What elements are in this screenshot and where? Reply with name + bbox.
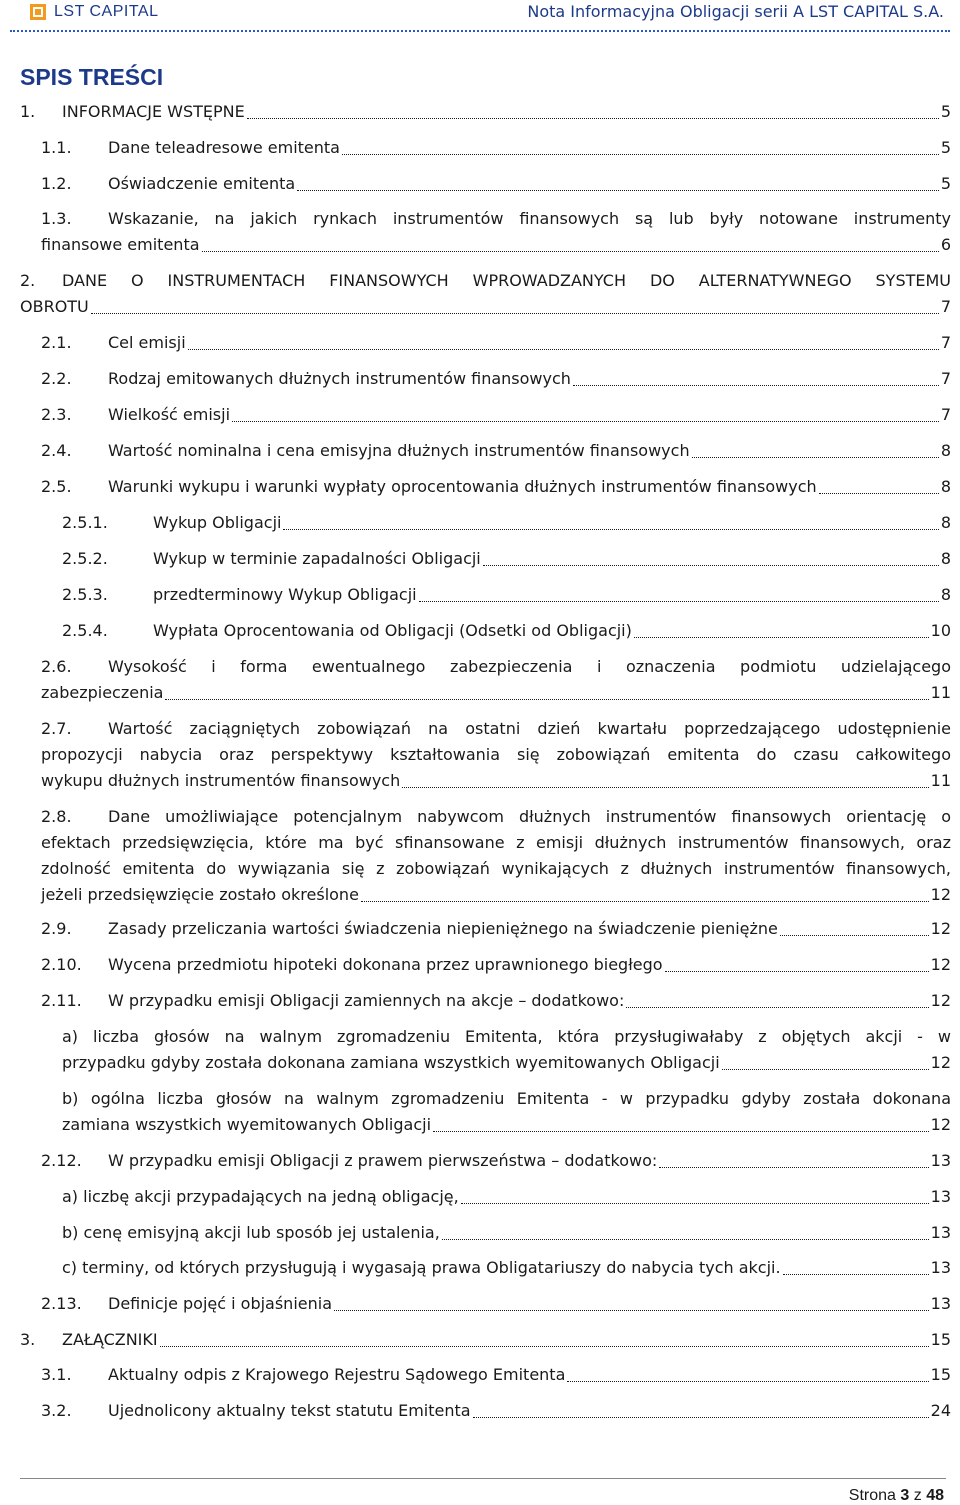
- toc-entry-number: 2.5.4.: [62, 621, 108, 640]
- dot-leader: [247, 118, 939, 119]
- dot-leader: [334, 1310, 929, 1311]
- dot-leader: [780, 935, 929, 936]
- toc-entry-number: 2.: [20, 271, 36, 290]
- dot-leader: [665, 971, 929, 972]
- toc-entry-number: 2.8.: [41, 807, 72, 826]
- dot-leader: [659, 1167, 928, 1168]
- toc-entry-number: 2.11.: [41, 991, 82, 1010]
- toc-entry-title: Wycena przedmiotu hipoteki dokonana przez uprawnionego biegłego: [108, 955, 663, 974]
- toc-entry-page: 12: [930, 1115, 951, 1134]
- toc-entry-number: 2.7.: [41, 719, 72, 738]
- dot-leader: [626, 1007, 928, 1008]
- logo-mark-icon: [30, 4, 46, 20]
- toc-entry-title: jeżeli przedsięwzięcie zostało określone: [41, 885, 359, 904]
- toc-entry-page: 13: [930, 1151, 951, 1170]
- dot-leader: [783, 1274, 929, 1275]
- toc-entry-title: Aktualny odpis z Krajowego Rejestru Sądowego Emitenta: [108, 1365, 566, 1384]
- toc-entry-number: 2.9.: [41, 919, 72, 938]
- toc-entry-text-line: Wartość zaciągniętych zobowiązań na ostatni dzień kwartału poprzedzającego udostępnienie: [108, 719, 951, 738]
- toc-entry-page: 13: [930, 1187, 951, 1206]
- toc-entry-title: przedterminowy Wykup Obligacji: [153, 585, 417, 604]
- toc-entry-number: 2.10.: [41, 955, 82, 974]
- toc-entry-title: Wartość nominalna i cena emisyjna dłużnych instrumentów finansowych: [108, 441, 690, 460]
- dot-leader: [573, 385, 939, 386]
- toc-entry-text-line: zdolność emitenta do wywiązania się z zobowiązań wynikających z dłużnych instrumentów finansowych,: [41, 859, 951, 878]
- toc-entry-title: OBROTU: [20, 297, 89, 316]
- toc-entry-number: 2.3.: [41, 405, 72, 424]
- document-title: Nota Informacyjna Obligacji serii A LST CAPITAL S.A.: [527, 2, 944, 21]
- dot-leader: [232, 421, 939, 422]
- toc-entry-title: wykupu dłużnych instrumentów finansowych: [41, 771, 401, 790]
- toc-entry-page: 8: [940, 585, 951, 604]
- toc-entry-page: 8: [940, 441, 951, 460]
- toc-entry-text-line: b) ogólna liczba głosów na walnym zgromadzeniu Emitenta - w przypadku gdyby została dokonana: [62, 1089, 951, 1108]
- toc-entry-number: 2.5.3.: [62, 585, 108, 604]
- dot-leader: [361, 901, 929, 902]
- toc-entry-page: 15: [930, 1365, 951, 1384]
- toc-entry-number: 2.2.: [41, 369, 72, 388]
- toc-entry-title: przypadku gdyby została dokonana zamiana wszystkich wyemitowanych Obligacji: [62, 1053, 720, 1072]
- toc-entry-title: Definicje pojęć i objaśnienia: [108, 1294, 332, 1313]
- logo-text: LST CAPITAL: [54, 3, 159, 20]
- toc-entry-title: Oświadczenie emitenta: [108, 174, 296, 193]
- dot-leader: [91, 313, 939, 314]
- dot-leader: [419, 601, 939, 602]
- dot-leader: [165, 699, 928, 700]
- footer-total: 48: [926, 1487, 944, 1504]
- dot-leader: [567, 1381, 928, 1382]
- dot-leader: [402, 787, 928, 788]
- toc-entry-title: b) cenę emisyjną akcji lub sposób jej ustalenia,: [62, 1223, 440, 1242]
- dot-leader: [160, 1346, 929, 1347]
- toc-entry-title: W przypadku emisji Obligacji zamiennych na akcje – dodatkowo:: [108, 991, 625, 1010]
- toc-entry-number: 3.2.: [41, 1401, 72, 1420]
- toc-entry-number: 2.13.: [41, 1294, 82, 1313]
- header-divider: [10, 30, 950, 32]
- toc-entry-page: 5: [940, 174, 951, 193]
- toc-entry-page: 13: [930, 1294, 951, 1313]
- toc-entry-title: Wykup w terminie zapadalności Obligacji: [153, 549, 481, 568]
- toc-entry-page: 13: [930, 1223, 951, 1242]
- dot-leader: [188, 349, 939, 350]
- toc-entry-title: c) terminy, od których przysługują i wygasają prawa Obligatariuszy do nabycia tych akcji.: [62, 1258, 781, 1277]
- toc-entry-number: 3.: [20, 1330, 36, 1349]
- toc-entry-title: ZAŁĄCZNIKI: [62, 1330, 158, 1349]
- toc-heading: SPIS TREŚCI: [20, 64, 164, 90]
- dot-leader: [202, 251, 939, 252]
- toc-entry-number: 2.4.: [41, 441, 72, 460]
- footer-divider: [20, 1478, 946, 1479]
- dot-leader: [722, 1069, 929, 1070]
- toc-entry-number: 3.1.: [41, 1365, 72, 1384]
- toc-entry-number: 1.2.: [41, 174, 72, 193]
- toc-entry-title: Wypłata Oprocentowania od Obligacji (Odsetki od Obligacji): [153, 621, 632, 640]
- toc-entry-page: 7: [940, 405, 951, 424]
- dot-leader: [461, 1203, 929, 1204]
- dot-leader: [342, 154, 939, 155]
- footer-label: Strona: [848, 1487, 896, 1504]
- toc-entry-number: 2.5.2.: [62, 549, 108, 568]
- toc-entry-text-line: Wskazanie, na jakich rynkach instrumentów finansowych są lub były notowane instrumenty: [108, 209, 951, 228]
- toc-entry-page: 8: [940, 513, 951, 532]
- dot-leader: [473, 1417, 929, 1418]
- toc-entry-page: 12: [930, 991, 951, 1010]
- toc-entry-title: Zasady przeliczania wartości świadczenia niepieniężnego na świadczenie pieniężne: [108, 919, 778, 938]
- page-header: [0, 0, 960, 26]
- toc-entry-title: Warunki wykupu i warunki wypłaty oprocentowania dłużnych instrumentów finansowych: [108, 477, 817, 496]
- toc-entry-title: Dane teleadresowe emitenta: [108, 138, 340, 157]
- toc-entry-number: 2.12.: [41, 1151, 82, 1170]
- toc-entry-title: Wykup Obligacji: [153, 513, 282, 532]
- footer-page: 3: [900, 1487, 910, 1504]
- toc-entry-title: Cel emisji: [108, 333, 186, 352]
- toc-entry-text-line: DANE O INSTRUMENTACH FINANSOWYCH WPROWADZANYCH DO ALTERNATYWNEGO SYSTEMU: [62, 271, 951, 290]
- toc-entry-page: 10: [930, 621, 951, 640]
- company-logo: [30, 2, 159, 22]
- dot-leader: [433, 1131, 929, 1132]
- toc-entry-number: 1.1.: [41, 138, 72, 157]
- toc-entry-page: 5: [940, 138, 951, 157]
- toc-entry-page: 5: [940, 102, 951, 121]
- dot-leader: [819, 493, 939, 494]
- toc-entry-page: 15: [930, 1330, 951, 1349]
- toc-entry-text-line: efektach przedsięwzięcia, które ma być sfinansowane z emisji dłużnych instrumentów finansowych, oraz: [41, 833, 951, 852]
- toc-entry-page: 7: [940, 297, 951, 316]
- dot-leader: [692, 457, 939, 458]
- toc-entry-number: 2.5.: [41, 477, 72, 496]
- toc-entry-number: 1.3.: [41, 209, 72, 228]
- dot-leader: [283, 529, 938, 530]
- page-footer: [849, 1487, 944, 1505]
- toc-entry-title: a) liczbę akcji przypadających na jedną obligację,: [62, 1187, 459, 1206]
- toc-entry-page: 6: [940, 235, 951, 254]
- dot-leader: [483, 565, 939, 566]
- dot-leader: [442, 1239, 929, 1240]
- toc-entry-title: Wielkość emisji: [108, 405, 231, 424]
- toc-entry-page: 12: [930, 955, 951, 974]
- toc-entry-title: W przypadku emisji Obligacji z prawem pierwszeństwa – dodatkowo:: [108, 1151, 658, 1170]
- toc-entry-number: 2.1.: [41, 333, 72, 352]
- footer-of: z: [913, 1487, 922, 1504]
- toc-entry-title: Rodzaj emitowanych dłużnych instrumentów finansowych: [108, 369, 571, 388]
- toc-entry-text-line: Dane umożliwiające potencjalnym nabywcom dłużnych instrumentów finansowych orientację o: [108, 807, 951, 826]
- toc-entry-number: 1.: [20, 102, 36, 121]
- toc-entry-page: 12: [930, 885, 951, 904]
- toc-entry-page: 12: [930, 919, 951, 938]
- toc-entry-page: 8: [940, 549, 951, 568]
- toc-entry-number: 2.5.1.: [62, 513, 108, 532]
- toc-entry-page: 13: [930, 1258, 951, 1277]
- toc-entry-page: 7: [940, 369, 951, 388]
- toc-entry-number: 2.6.: [41, 657, 72, 676]
- dot-leader: [634, 637, 929, 638]
- dot-leader: [297, 190, 939, 191]
- toc-entry-title: INFORMACJE WSTĘPNE: [62, 102, 245, 121]
- toc-entry-page: 7: [940, 333, 951, 352]
- toc-entry-title: zamiana wszystkich wyemitowanych Obligacji: [62, 1115, 432, 1134]
- toc-entry-text-line: a) liczba głosów na walnym zgromadzeniu Emitenta, która przysługiwałaby z objętych akcji - w: [62, 1027, 951, 1046]
- toc-entry-text-line: propozycji nabycia oraz perspektywy kształtowania się zobowiązań emitenta do czasu całkowitego: [41, 745, 951, 764]
- toc-entry-page: 11: [930, 771, 951, 790]
- toc-entry-page: 24: [930, 1401, 951, 1420]
- toc-entry-title: finansowe emitenta: [41, 235, 200, 254]
- toc-entry-title: zabezpieczenia: [41, 683, 164, 702]
- toc-entry-page: 11: [930, 683, 951, 702]
- toc-entry-page: 8: [940, 477, 951, 496]
- toc-entry-page: 12: [930, 1053, 951, 1072]
- toc-entry-text-line: Wysokość i forma ewentualnego zabezpieczenia i oznaczenia podmiotu udzielającego: [108, 657, 951, 676]
- toc-entry-title: Ujednolicony aktualny tekst statutu Emitenta: [108, 1401, 471, 1420]
